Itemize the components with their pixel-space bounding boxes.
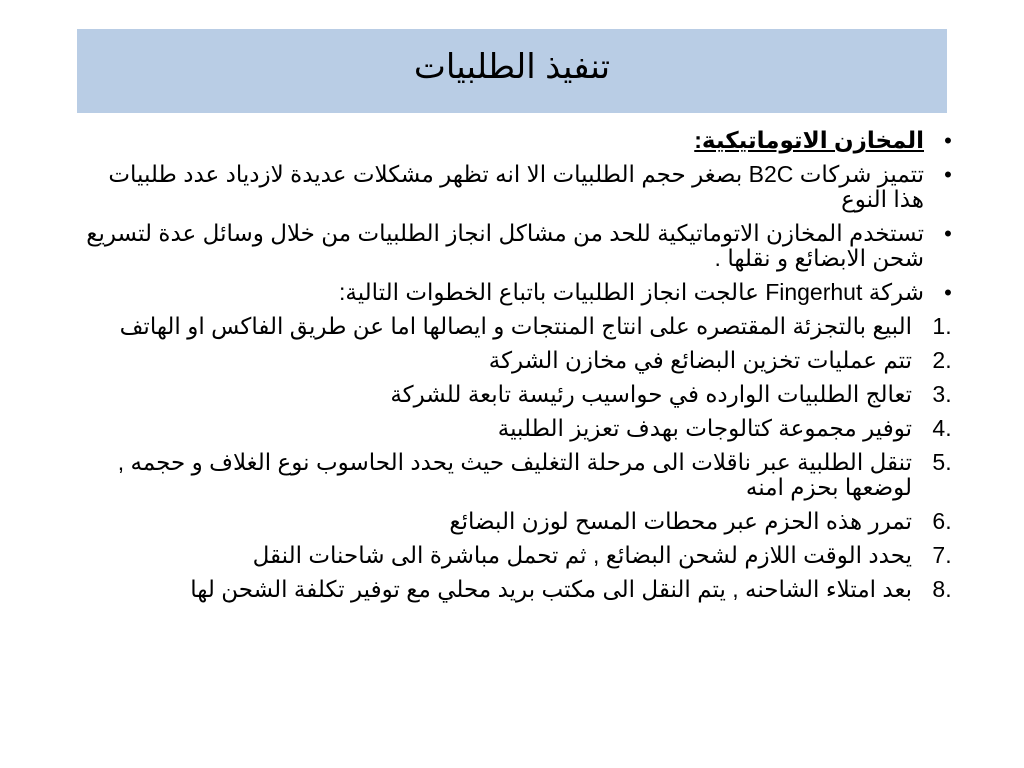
bullet-text: تتميز شركات B2C بصغر حجم الطلبيات الا انه تظهر مشكلات عديدة لازدياد عدد طلبيات هذا النوع (108, 161, 924, 212)
step-number: 4. (932, 415, 952, 441)
slide-content (78, 128, 972, 611)
bullet-marker: • (944, 128, 952, 153)
bullet-marker: • (944, 162, 952, 187)
section-heading: المخازن الاتوماتيكية: (694, 127, 924, 153)
step-number: 3. (932, 381, 952, 407)
bullet-text: شركة Fingerhut عالجت انجاز الطلبيات باتباع الخطوات التالية: (338, 279, 924, 305)
step-number: 7. (932, 542, 952, 568)
step-text: تمرر هذه الحزم عبر محطات المسح لوزن البضائع (449, 508, 912, 534)
bullet-text: تستخدم المخازن الاتوماتيكية للحد من مشاكل انجاز الطلبيات من خلال وسائل عدة لتسريع شحن الابضائع و نقلها . (86, 220, 924, 271)
step-item-4 (78, 416, 972, 441)
bullet-marker: • (944, 280, 952, 305)
bullet-item-usage (78, 221, 972, 271)
step-text: تعالج الطلبيات الوارده في حواسيب رئيسة تابعة للشركة (390, 381, 912, 407)
step-number: 2. (932, 347, 952, 373)
bullet-item-automatic-warehouses (78, 128, 972, 153)
step-text: يحدد الوقت اللازم لشحن البضائع , ثم تحمل مباشرة الى شاحنات النقل (252, 542, 912, 568)
title-bar (77, 29, 947, 113)
step-item-5 (78, 450, 972, 500)
step-item-3 (78, 382, 972, 407)
bullet-item-b2c (78, 162, 972, 212)
step-text: توفير مجموعة كتالوجات بهدف تعزيز الطلبية (497, 415, 912, 441)
step-text: تتم عمليات تخزين البضائع في مخازن الشركة (488, 347, 912, 373)
step-item-2 (78, 348, 972, 373)
step-item-8 (78, 577, 972, 602)
bullet-marker: • (944, 221, 952, 246)
step-item-6 (78, 509, 972, 534)
step-text: تنقل الطلبية عبر ناقلات الى مرحلة التغليف حيث يحدد الحاسوب نوع الغلاف و حجمه , لوضعها بحزم امنه (117, 449, 912, 500)
step-text: بعد امتلاء الشاحنه , يتم النقل الى مكتب بريد محلي مع توفير تكلفة الشحن لها (190, 576, 912, 602)
step-number: 1. (932, 313, 952, 339)
page-title: تنفيذ الطلبيات (413, 48, 611, 86)
step-number: 8. (932, 576, 952, 602)
step-number: 5. (932, 449, 952, 475)
step-item-7 (78, 543, 972, 568)
step-item-1 (78, 314, 972, 339)
step-text: البيع بالتجزئة المقتصره على انتاج المنتجات و ايصالها اما عن طريق الفاكس او الهاتف (119, 313, 912, 339)
step-number: 6. (932, 508, 952, 534)
bullet-item-fingerhut (78, 280, 972, 305)
